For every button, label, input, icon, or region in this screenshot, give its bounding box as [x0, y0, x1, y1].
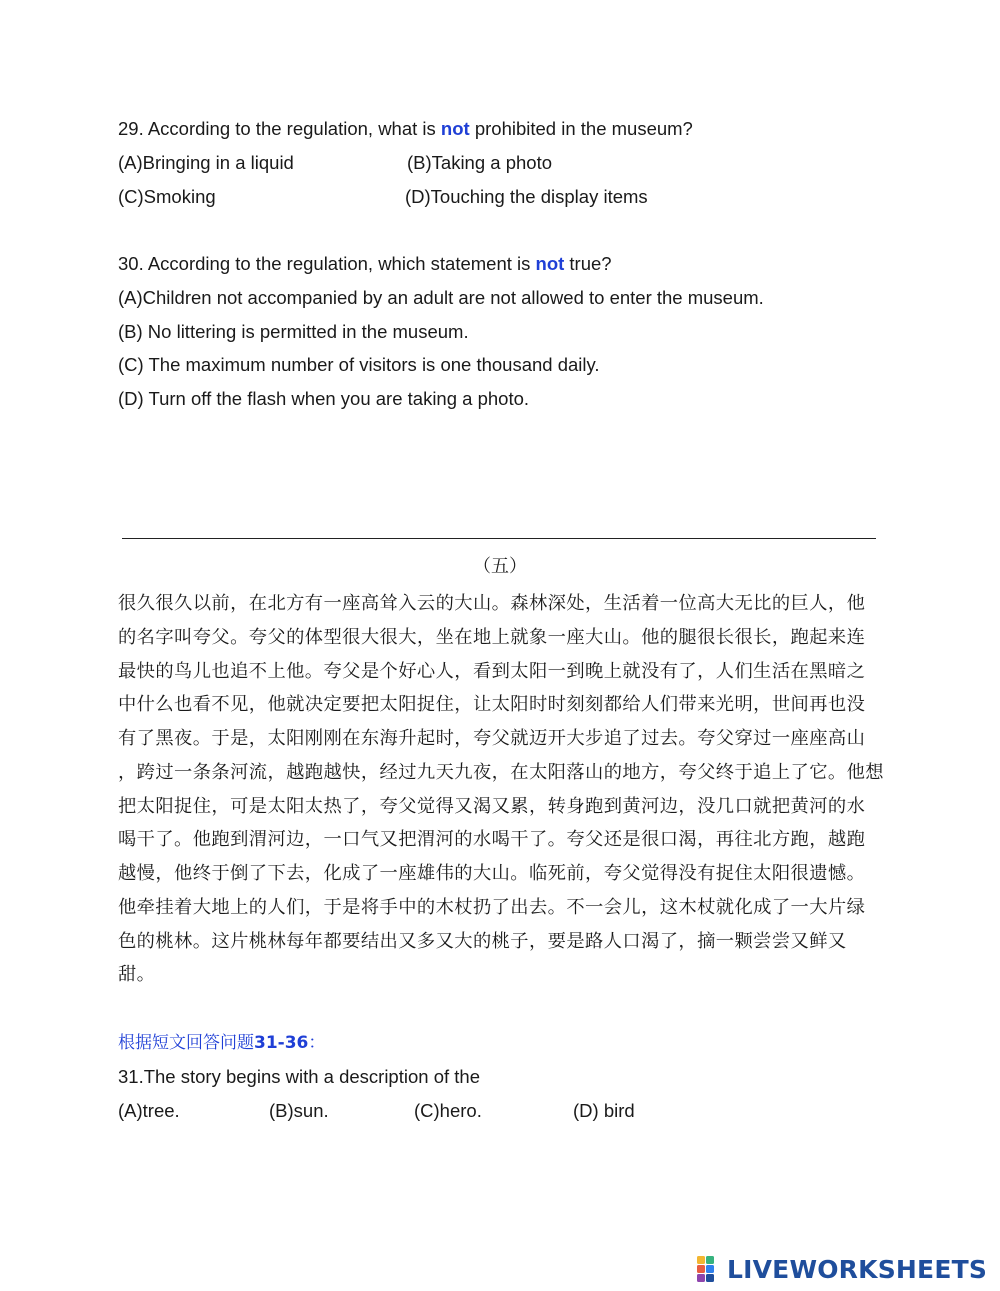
q30-option-d[interactable]: (D) Turn off the flash when you are taking a photo. [118, 388, 530, 409]
q31-option-b[interactable]: (B)sun. [269, 1100, 329, 1121]
q29-option-d[interactable]: (D)Touching the display items [405, 186, 648, 207]
q31-option-c[interactable]: (C)hero. [414, 1100, 482, 1121]
q29-stem [118, 117, 693, 141]
q29-option-b[interactable]: (B)Taking a photo [407, 152, 553, 173]
q29-option-c[interactable]: (C)Smoking [118, 186, 216, 207]
q31-stem: 31.The story begins with a description of the [118, 1066, 480, 1087]
passage-line: 最快的鸟儿也追不上他。夸父是个好心人，看到太阳一到晚上就没有了，人们生活在黑暗之 [118, 661, 866, 682]
q30-stem-suffix: true? [564, 253, 612, 274]
passage-line: 很久很久以前，在北方有一座高耸入云的大山。森林深处，生活着一位高大无比的巨人，他 [118, 593, 866, 614]
q30-stem-prefix: 30. According to the regulation, which statement is [118, 253, 536, 274]
q31-option-d[interactable]: (D) bird [573, 1100, 635, 1121]
liveworksheets-logo [697, 1254, 987, 1284]
questions-instruction [118, 1031, 325, 1055]
q29-stem-prefix: 29. According to the regulation, what is [118, 118, 441, 139]
passage-line: 的名字叫夸父。夸父的体型很大很大，坐在地上就象一座大山。他的腿很长很长，跑起来连 [118, 627, 866, 648]
passage-line: 把太阳捉住，可是太阳太热了，夸父觉得又渴又累，转身跑到黄河边，没几口就把黄河的水 [118, 796, 866, 817]
liveworksheets-logo-icon [697, 1256, 723, 1282]
q29-stem-keyword: not [440, 118, 470, 139]
section-divider [122, 538, 876, 539]
liveworksheets-logo-text: LIVEWORKSHEETS [727, 1254, 988, 1284]
q30-option-b[interactable]: (B) No littering is permitted in the museum. [118, 321, 469, 342]
q31-option-a[interactable]: (A)tree. [118, 1100, 180, 1121]
q30-stem-keyword: not [535, 253, 565, 274]
passage-line: 甜。 [118, 964, 156, 985]
passage-line: ，跨过一条条河流，越跑越快，经过九天九夜，在太阳落山的地方，夸父终于追上了它。他想 [118, 762, 884, 783]
passage-line: 色的桃林。这片桃林每年都要结出又多又大的桃子，要是路人口渴了，摘一颗尝尝又鲜又 [118, 931, 847, 952]
q30-stem [118, 252, 612, 276]
passage-line: 有了黑夜。于是，太阳刚刚在东海升起时，夸父就迈开大步追了过去。夸父穿过一座座高山 [118, 728, 866, 749]
passage-line: 中什么也看不见，他就决定要把太阳捉住，让太阳时时刻刻都给人们带来光明，世间再也没 [118, 694, 866, 715]
q29-option-a[interactable]: (A)Bringing in a liquid [118, 152, 294, 173]
passage-line: 越慢，他终于倒了下去，化成了一座雄伟的大山。临死前，夸父觉得没有捉住太阳很遗憾。 [118, 863, 866, 884]
q29-stem-suffix: prohibited in the museum? [469, 118, 693, 139]
q30-option-c[interactable]: (C) The maximum number of visitors is one thousand daily. [118, 354, 600, 375]
passage-line: 他牵挂着大地上的人们，于是将手中的木杖扔了出去。不一会儿，这木杖就化成了一大片绿 [118, 897, 866, 918]
section-title: （五） [473, 556, 527, 577]
instruction-range: 31-36 [254, 1033, 309, 1053]
instruction-suffix: ： [308, 1033, 326, 1053]
passage-line: 喝干了。他跑到渭河边，一口气又把渭河的水喝干了。夸父还是很口渴，再往北方跑，越跑 [118, 829, 866, 850]
q30-option-a[interactable]: (A)Children not accompanied by an adult are not allowed to enter the museum. [118, 287, 764, 308]
instruction-prefix: 根据短文回答问题 [118, 1033, 254, 1053]
